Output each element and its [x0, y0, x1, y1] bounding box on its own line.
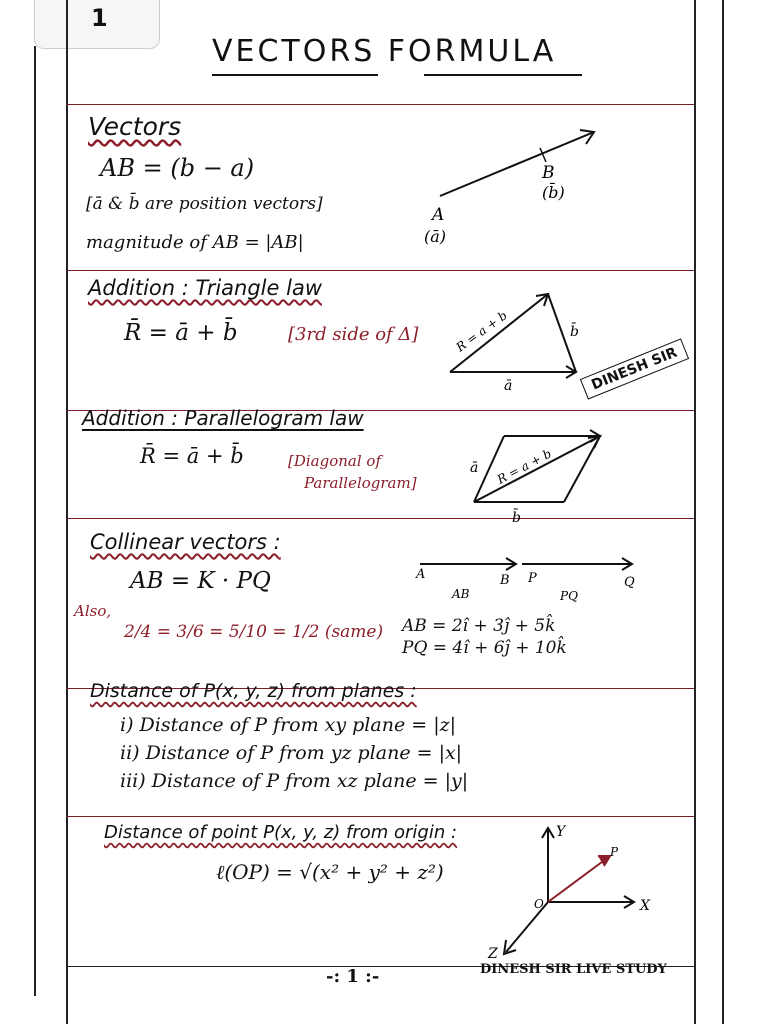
collinear-label-ab: AB — [452, 587, 470, 601]
distance-plane-item-2: ii) Distance of P from yz plane = |x| — [120, 742, 463, 764]
section-divider — [66, 104, 694, 105]
distance-origin-heading: Distance of point P(x, y, z) from origin : — [104, 822, 458, 843]
axis-x-label: X — [640, 898, 650, 914]
distance-planes-heading: Distance of P(x, y, z) from planes : — [90, 680, 417, 702]
collinear-label-pq: PQ — [560, 589, 578, 603]
left-margin-line — [66, 0, 68, 1024]
distance-plane-item-1: i) Distance of P from xy plane = |z| — [120, 714, 457, 736]
triangle-law-heading: Addition : Triangle law — [88, 276, 322, 300]
distance-plane-item-3: iii) Distance of P from xz plane = |y| — [120, 770, 469, 792]
vector-op-line — [548, 856, 610, 902]
vector-r-line — [450, 294, 548, 372]
parallelogram-diagram — [460, 426, 620, 532]
title-underline-1 — [212, 74, 378, 76]
triangle-a-label: ā — [504, 378, 513, 394]
triangle-law-diagram — [440, 286, 600, 396]
axes-diagram — [480, 822, 670, 962]
collinear-label-q: Q — [624, 575, 635, 590]
right-margin-line — [694, 0, 696, 1024]
triangle-r-label: R = a + b — [453, 308, 510, 355]
triangle-note: [3rd side of Δ] — [288, 324, 419, 345]
title-underline-2 — [424, 74, 582, 76]
collinear-formula: AB = K · PQ — [130, 568, 271, 594]
vectors-magnitude: magnitude of AB = |AB| — [86, 232, 304, 253]
collinear-also: Also, — [74, 602, 112, 620]
origin-label: O — [534, 897, 544, 911]
collinear-ab-expression: AB = 2î + 3ĵ + 5k̂ — [402, 616, 556, 636]
vector-a-line — [474, 436, 504, 502]
parallelogram-b-label: b̄ — [512, 510, 521, 526]
section-divider — [66, 816, 694, 817]
label-b: B — [542, 163, 555, 183]
label-b-vec: (b̄) — [542, 183, 565, 202]
vectors-note: [ā & b̄ are position vectors] — [86, 194, 323, 214]
parallelogram-heading: Addition : Parallelogram law — [82, 406, 364, 430]
collinear-label-b: B — [500, 573, 510, 588]
collinear-diagram — [410, 550, 650, 606]
vector-ab-line — [440, 132, 594, 196]
triangle-b-label: b̄ — [570, 324, 579, 340]
footer-page-number: -: 1 :- — [326, 966, 380, 987]
right-outer-border — [722, 0, 724, 1024]
axis-z-label: Z — [488, 946, 498, 962]
vectors-heading: Vectors — [88, 112, 182, 141]
page-number-tab — [34, 0, 160, 49]
point-p-label: P — [610, 845, 619, 859]
collinear-label-a: A — [416, 567, 426, 582]
position-vector-diagram — [400, 112, 640, 252]
page-number: 1 — [91, 4, 108, 32]
watermark-stamp: DINESH SIR — [580, 338, 689, 399]
parallelogram-a-label: ā — [470, 460, 479, 476]
page-title: VECTORS FORMULA — [212, 34, 557, 69]
label-a-vec: (ā) — [424, 227, 447, 246]
footer-credit: DINESH SIR LIVE STUDY — [480, 962, 667, 977]
distance-origin-formula: ℓ(OP) = √(x² + y² + z²) — [216, 860, 444, 884]
parallelogram-note-1: [Diagonal of — [288, 452, 382, 470]
parallelogram-r-label: R = a + b — [494, 446, 554, 487]
parallelogram-formula: R̄ = ā + b̄ — [140, 444, 244, 468]
left-outer-border — [34, 46, 36, 996]
collinear-pq-expression: PQ = 4î + 6ĵ + 10k̂ — [402, 638, 567, 658]
axis-y-label: Y — [556, 824, 566, 840]
collinear-label-p: P — [528, 571, 537, 586]
collinear-ratio: 2/4 = 3/6 = 5/10 = 1/2 (same) — [124, 622, 384, 642]
triangle-formula: R̄ = ā + b̄ — [124, 320, 238, 346]
vectors-formula: AB = (b − a) — [100, 154, 255, 182]
label-a: A — [432, 205, 445, 225]
collinear-heading: Collinear vectors : — [90, 530, 281, 554]
parallelogram-note-2: Parallelogram] — [304, 474, 417, 492]
section-divider — [66, 270, 694, 271]
